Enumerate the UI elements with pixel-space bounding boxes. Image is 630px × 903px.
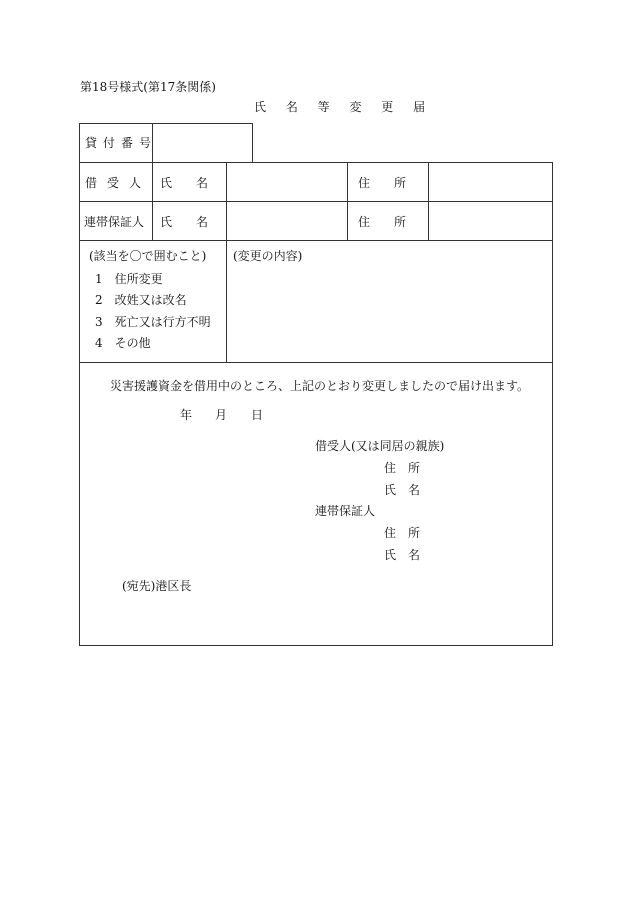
borrower-heading: 借受人(又は同居の親族) <box>315 439 445 453</box>
col-divider-address-label <box>347 162 348 241</box>
borrower-name-label: 氏 名 <box>160 176 209 190</box>
loan-number-field[interactable] <box>154 124 251 162</box>
guarantor-sign-address: 住 所 <box>384 526 421 540</box>
borrower-name-field[interactable] <box>228 164 345 200</box>
guarantor-address-field[interactable] <box>430 203 551 239</box>
date-year: 年 <box>180 408 193 422</box>
borrower-sign-address: 住 所 <box>384 461 421 475</box>
declaration-statement: 災害援護資金を借用中のところ、上記のとおり変更しましたので届け出ます。 <box>110 379 530 393</box>
recipient: (宛先)港区長 <box>122 579 192 593</box>
guarantor-address-label: 住 所 <box>358 215 407 229</box>
guarantor-name-label: 氏 名 <box>160 215 209 229</box>
form-number: 第18号様式(第17条関係) <box>80 80 216 94</box>
loan-number-label: 貸付番号 <box>85 136 158 150</box>
col-divider-label <box>152 162 153 241</box>
borrower-sign-name: 氏 名 <box>384 483 421 497</box>
change-content-label: (変更の内容) <box>233 249 303 263</box>
row-divider-3 <box>79 362 553 363</box>
guarantor-sign-name: 氏 名 <box>384 548 421 562</box>
guarantor-heading: 連帯保証人 <box>315 504 376 518</box>
guarantor-name-field[interactable] <box>228 203 345 239</box>
reason-item[interactable]: 2 改姓又は改名 <box>95 293 187 307</box>
reason-item[interactable]: 3 死亡又は行方不明 <box>95 315 211 329</box>
borrower-address-field[interactable] <box>430 164 551 200</box>
row-divider-1 <box>79 201 553 202</box>
col-divider-address-value <box>428 162 429 241</box>
reason-item[interactable]: 4 その他 <box>95 336 151 350</box>
reason-header: (該当を〇で囲むこと) <box>89 249 207 263</box>
col-divider-name <box>226 162 227 362</box>
form-title: 氏 名 等 変 更 届 <box>254 100 434 114</box>
date-day: 日 <box>251 408 264 422</box>
guarantor-label: 連帯保証人 <box>84 215 145 229</box>
reason-item[interactable]: 1 住所変更 <box>95 272 163 286</box>
row-divider-2 <box>79 240 553 241</box>
borrower-label: 借受人 <box>85 176 152 190</box>
change-content-field[interactable] <box>228 266 550 360</box>
date-month: 月 <box>215 408 228 422</box>
borrower-address-label: 住 所 <box>358 176 407 190</box>
